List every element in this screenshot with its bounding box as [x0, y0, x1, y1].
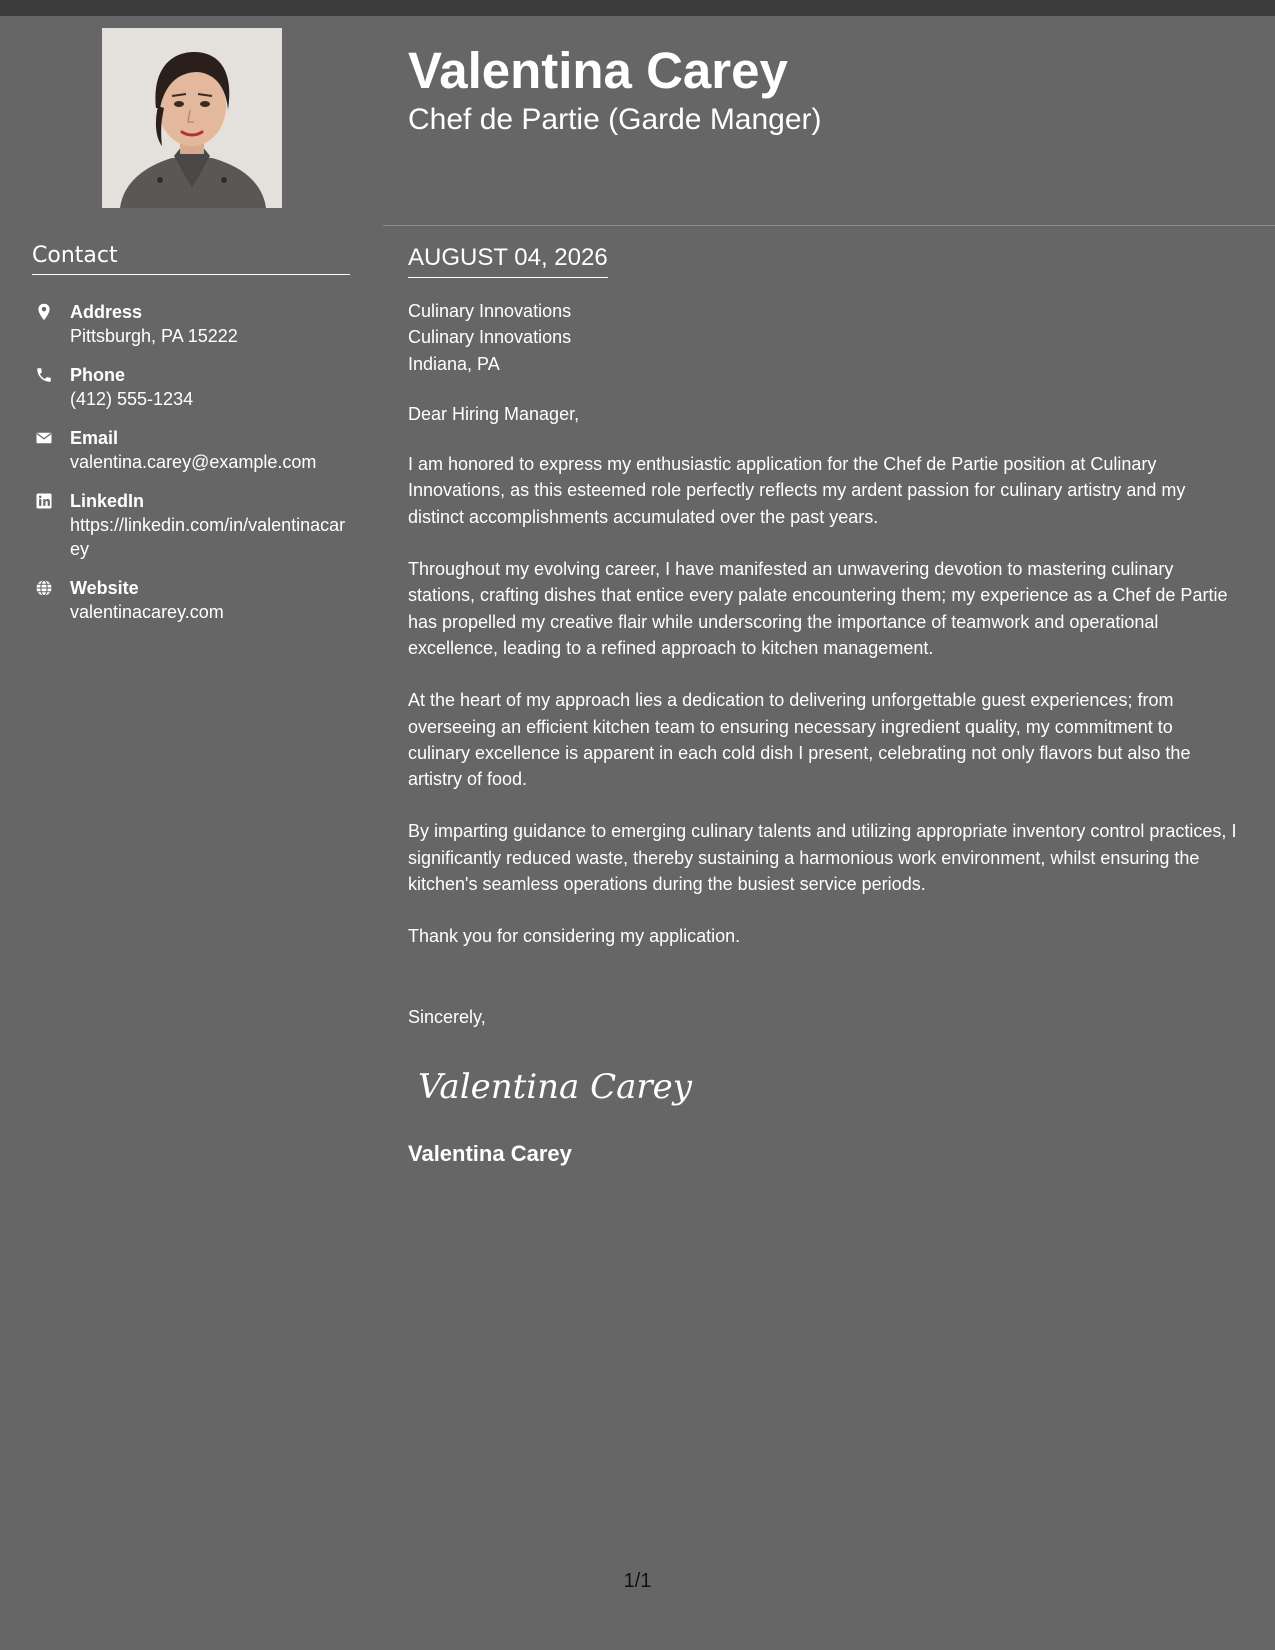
signer-name: Valentina Carey: [408, 1141, 572, 1167]
contact-list: [32, 300, 352, 639]
job-title: Chef de Partie (Garde Manger): [408, 103, 822, 136]
header-divider: [383, 225, 1275, 226]
body-paragraph: I am honored to express my enthusiastic application for the Chef de Partie position at Culinary Innovations, as this esteemed role perfectly reflects my ardent passion for culinary artistry and my distinct accomplishments accumulated over the past years.: [408, 454, 1186, 527]
body-paragraph: By imparting guidance to emerging culinary talents and utilizing appropriate inventory control practices, I significantly reduced waste, thereby sustaining a harmonious work environment, whilst ensuring the kitchen's seamless operations during the busiest service periods.: [408, 821, 1237, 895]
body-paragraph: Throughout my evolving career, I have manifested an unwavering devotion to mastering culinary stations, crafting dishes that entice every palate encountering them; my experience as a Chef de Partie has propelled my creative flair while underscoring the importance of teamwork and operational excellence, leading to a refined approach to kitchen management.: [408, 559, 1228, 658]
page-number: 1/1: [623, 1570, 652, 1592]
contact-item-email: [32, 426, 352, 474]
contact-item-website: [32, 576, 352, 624]
contact-label: LinkedIn: [70, 491, 145, 511]
contact-item-phone: [32, 363, 352, 411]
avatar: [102, 28, 282, 208]
top-bar: [0, 0, 1275, 16]
recipient-line: Culinary Innovations: [408, 301, 572, 321]
contact-item-address: [32, 300, 352, 348]
body-paragraph: At the heart of my approach lies a dedication to delivering unforgettable guest experiences; from overseeing an efficient kitchen team to ensuring necessary ingredient quality, my commitment to culinary excellence is apparent in each cold dish I present, celebrating not only flavors but also the artistry of food.: [408, 690, 1191, 790]
contact-label: Address: [70, 302, 143, 322]
signature-icon: [418, 1058, 692, 1118]
candidate-name: Valentina Carey: [408, 42, 788, 99]
envelope-icon: [35, 429, 53, 447]
linkedin-value[interactable]: https://linkedin.com/in/valentinacarey: [70, 515, 346, 559]
chef-portrait-icon: [102, 28, 282, 208]
email-value[interactable]: valentina.carey@example.com: [70, 452, 317, 472]
linkedin-icon: [35, 492, 53, 510]
contact-label: Phone: [70, 365, 126, 385]
location-pin-icon: [35, 303, 53, 321]
globe-icon: [35, 579, 53, 597]
address-value: Pittsburgh, PA 15222: [70, 326, 238, 346]
letter-body: [408, 243, 1238, 1168]
letter-date: AUGUST 04, 2026: [408, 243, 608, 278]
contact-label: Email: [70, 428, 119, 448]
recipient-line: Indiana, PA: [408, 353, 500, 374]
phone-icon: [35, 366, 53, 384]
contact-heading: Contact: [32, 242, 350, 275]
recipient-line: Culinary Innovations: [408, 327, 572, 348]
website-value[interactable]: valentinacarey.com: [70, 602, 224, 622]
svg-text:Valentina Carey: Valentina Carey: [418, 1066, 692, 1107]
sidebar: [0, 16, 383, 1650]
contact-item-linkedin: [32, 489, 352, 561]
body-paragraph: Thank you for considering my application.: [408, 926, 741, 947]
closing: Sincerely,: [408, 1006, 486, 1027]
contact-label: Website: [70, 578, 139, 598]
salutation: Dear Hiring Manager,: [408, 403, 580, 424]
phone-value: (412) 555-1234: [70, 389, 194, 409]
recipient-block: [408, 298, 1238, 377]
header: [408, 40, 1248, 138]
